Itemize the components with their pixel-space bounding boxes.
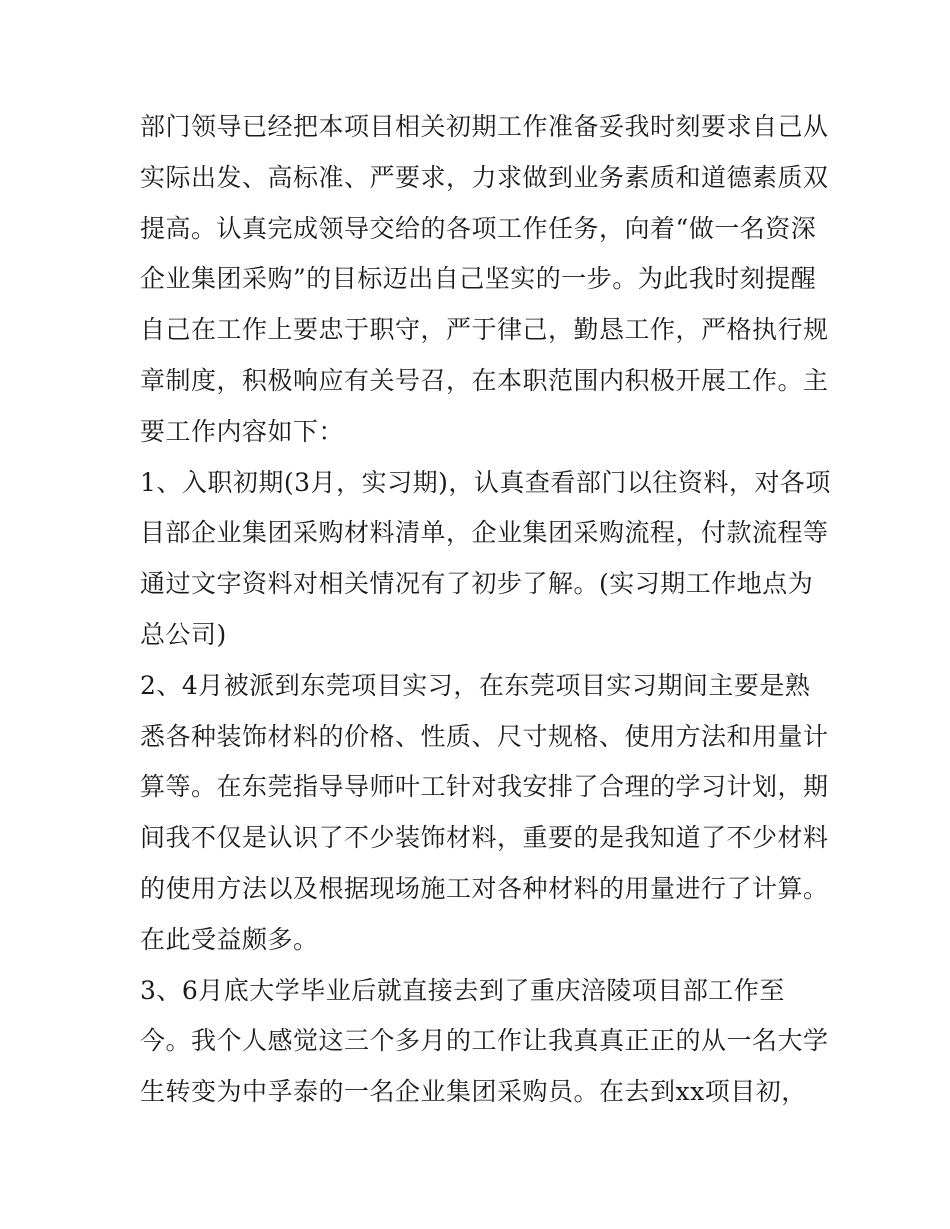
text-line: 提高。认真完成领导交给的各项工作任务，向着“做一名资深: [140, 213, 817, 243]
text-line: 要工作内容如下：: [140, 416, 345, 446]
text-line: 通过文字资料对相关情况有了初步了解。(实习期工作地点为: [140, 569, 814, 599]
text-line: 2、4月被派到东莞项目实习，在东莞项目实习期间主要是熟: [140, 670, 811, 700]
text-line: 的使用方法以及根据现场施工对各种材料的用量进行了计算。: [140, 873, 829, 903]
text-line: 1、入职初期(3月，实习期)，认真查看部门以往资料，对各项: [140, 467, 831, 497]
text-line: 目部企业集团采购材料清单，企业集团采购流程，付款流程等: [140, 518, 829, 548]
text-line: 今。我个人感觉这三个多月的工作让我真真正正的从一名大学: [140, 1026, 829, 1056]
text-line: 实际出发、高标准、严要求，力求做到业务素质和道德素质双: [140, 162, 829, 192]
text-line: 悉各种装饰材料的价格、性质、尺寸规格、使用方法和用量计: [140, 721, 829, 751]
text-line: 算等。在东莞指导导师叶工针对我安排了合理的学习计划，期: [140, 772, 829, 802]
text-line: 在此受益颇多。: [140, 924, 319, 954]
text-line: 企业集团采购”的目标迈出自己坚实的一步。为此我时刻提醒: [140, 264, 817, 294]
text-line: 自己在工作上要忠于职守，严于律己，勤恳工作，严格执行规: [140, 315, 829, 345]
text-line: 总公司): [140, 619, 227, 649]
text-line: 间我不仅是认识了不少装饰材料，重要的是我知道了不少材料: [140, 823, 829, 853]
text-line: 生转变为中孚泰的一名企业集团采购员。在去到xx项目初，: [140, 1077, 807, 1107]
text-line: 章制度，积极响应有关号召，在本职范围内积极开展工作。主: [140, 365, 829, 395]
text-line: 部门领导已经把本项目相关初期工作准备妥我时刻要求自己从: [140, 112, 829, 141]
body-text: [140, 102, 831, 1118]
text-line: 3、6月底大学毕业后就直接去到了重庆涪陵项目部工作至: [140, 975, 785, 1005]
